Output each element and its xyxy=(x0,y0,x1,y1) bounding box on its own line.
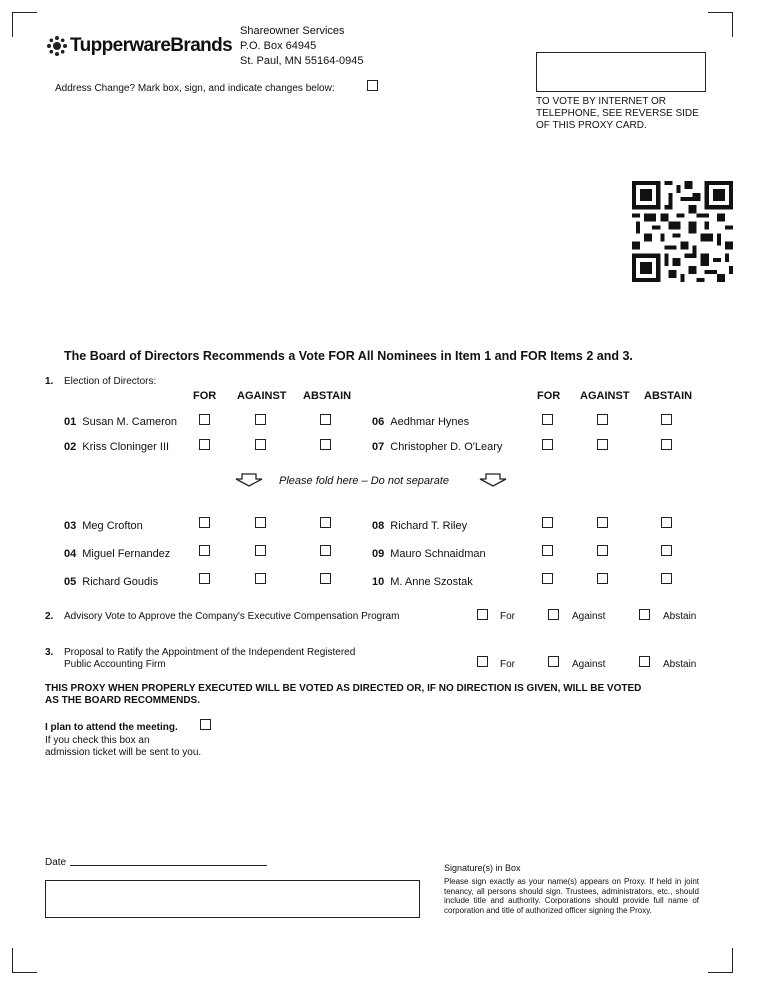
address-line-2: P.O. Box 64945 xyxy=(240,40,317,52)
header-against-right: AGAINST xyxy=(580,390,630,402)
item-1-label: Election of Directors: xyxy=(64,376,157,387)
fold-instruction: Please fold here – Do not separate xyxy=(279,475,450,487)
nominee-02-for-checkbox[interactable] xyxy=(199,439,210,450)
attend-note-line-2: admission ticket will be sent to you. xyxy=(45,747,202,758)
board-recommendation-title: The Board of Directors Recommends a Vote FOR All Nominees in Item 1 and FOR Items 2 and 3. xyxy=(64,349,633,363)
nominee-number: 04 xyxy=(64,548,77,560)
vote-instructions xyxy=(536,96,699,132)
nominee-name: Meg Crofton xyxy=(82,520,143,532)
nominee-02-against-checkbox[interactable] xyxy=(255,439,266,450)
date-label: Date xyxy=(45,857,67,868)
nominee-number: 10 xyxy=(372,576,385,588)
attend-meeting-note xyxy=(45,735,201,759)
attend-meeting-checkbox[interactable] xyxy=(200,719,211,730)
item-3-label xyxy=(64,647,355,671)
item-2-against-label: Against xyxy=(572,611,606,622)
nominee-name: Kriss Cloninger III xyxy=(82,441,170,453)
nominee-02 xyxy=(64,441,169,453)
nominee-06-abstain-checkbox[interactable] xyxy=(661,414,672,425)
nominee-name: Miguel Fernandez xyxy=(82,548,171,560)
address-change-checkbox[interactable] xyxy=(367,80,378,91)
logo-text: TupperwareBrands xyxy=(70,35,233,56)
nominee-03-against-checkbox[interactable] xyxy=(255,517,266,528)
nominee-03 xyxy=(64,520,143,532)
signature-box[interactable] xyxy=(45,880,420,918)
nominee-number: 08 xyxy=(372,520,385,532)
nominee-06 xyxy=(372,416,469,428)
nominee-07-against-checkbox[interactable] xyxy=(597,439,608,450)
logo xyxy=(46,35,232,57)
item-2-for-checkbox[interactable] xyxy=(477,609,488,620)
item-1-number: 1. xyxy=(45,376,54,387)
nominee-04-against-checkbox[interactable] xyxy=(255,545,266,556)
item-2-number: 2. xyxy=(45,611,54,622)
header-abstain-left: ABSTAIN xyxy=(303,390,352,402)
nominee-02-abstain-checkbox[interactable] xyxy=(320,439,331,450)
nominee-07 xyxy=(372,441,502,453)
signature-title: Signature(s) in Box xyxy=(444,863,521,873)
crop-mark-bottom-right xyxy=(708,948,733,973)
nominee-number: 07 xyxy=(372,441,385,453)
nominee-07-for-checkbox[interactable] xyxy=(542,439,553,450)
nominee-number: 09 xyxy=(372,548,385,560)
proxy-notice-line-1: THIS PROXY WHEN PROPERLY EXECUTED WILL BE VOTED AS DIRECTED OR, IF NO DIRECTION IS GIVEN, WILL BE VOTED xyxy=(45,683,642,694)
item-3-against-label: Against xyxy=(572,659,606,670)
nominee-10-against-checkbox[interactable] xyxy=(597,573,608,584)
nominee-10-for-checkbox[interactable] xyxy=(542,573,553,584)
nominee-03-for-checkbox[interactable] xyxy=(199,517,210,528)
nominee-05-against-checkbox[interactable] xyxy=(255,573,266,584)
nominee-01 xyxy=(64,416,177,428)
nominee-05-abstain-checkbox[interactable] xyxy=(320,573,331,584)
nominee-08-abstain-checkbox[interactable] xyxy=(661,517,672,528)
item-3-for-label: For xyxy=(500,659,515,670)
item-2-label: Advisory Vote to Approve the Company's Executive Compensation Program xyxy=(64,611,400,622)
qr-code xyxy=(632,181,733,282)
nominee-04-abstain-checkbox[interactable] xyxy=(320,545,331,556)
fold-arrow-left-icon xyxy=(234,473,264,487)
nominee-name: Aedhmar Hynes xyxy=(390,416,470,428)
nominee-01-for-checkbox[interactable] xyxy=(199,414,210,425)
item-2-abstain-checkbox[interactable] xyxy=(639,609,650,620)
crop-mark-top-left xyxy=(12,12,37,37)
nominee-name: M. Anne Szostak xyxy=(390,576,473,588)
attend-meeting-label: I plan to attend the meeting. xyxy=(45,722,178,733)
item-3-number: 3. xyxy=(45,647,54,658)
nominee-10-abstain-checkbox[interactable] xyxy=(661,573,672,584)
nominee-04-for-checkbox[interactable] xyxy=(199,545,210,556)
nominee-number: 03 xyxy=(64,520,77,532)
nominee-06-against-checkbox[interactable] xyxy=(597,414,608,425)
item-3-abstain-checkbox[interactable] xyxy=(639,656,650,667)
return-address xyxy=(240,24,364,69)
nominee-number: 01 xyxy=(64,416,77,428)
nominee-07-abstain-checkbox[interactable] xyxy=(661,439,672,450)
nominee-number: 02 xyxy=(64,441,77,453)
item-3-abstain-label: Abstain xyxy=(663,659,697,670)
nominee-05-for-checkbox[interactable] xyxy=(199,573,210,584)
address-line-3: St. Paul, MN 55164-0945 xyxy=(240,55,364,67)
item-3-for-checkbox[interactable] xyxy=(477,656,488,667)
nominee-04 xyxy=(64,548,170,560)
nominee-03-abstain-checkbox[interactable] xyxy=(320,517,331,528)
crop-mark-bottom-left xyxy=(12,948,37,973)
nominee-name: Mauro Schnaidman xyxy=(390,548,486,560)
nominee-09-for-checkbox[interactable] xyxy=(542,545,553,556)
header-for-right: FOR xyxy=(537,390,561,402)
attend-note-line-1: If you check this box an xyxy=(45,735,150,746)
nominee-06-for-checkbox[interactable] xyxy=(542,414,553,425)
proxy-notice xyxy=(45,683,641,707)
fold-arrow-right-icon xyxy=(478,473,508,487)
header-abstain-right: ABSTAIN xyxy=(644,390,693,402)
signature-instructions: Please sign exactly as your name(s) appears on Proxy. If held in joint tenancy, all persons should sign. Trustees, administrators, etc., should include title and authority. Corporations should provide full name of corporation and title of authorized officer signing the Proxy. xyxy=(444,877,699,915)
nominee-08 xyxy=(372,520,467,532)
logo-mark-icon xyxy=(46,35,68,57)
vote-instructions-line-1: TO VOTE BY INTERNET OR xyxy=(536,96,667,107)
nominee-name: Susan M. Cameron xyxy=(82,416,178,428)
nominee-08-for-checkbox[interactable] xyxy=(542,517,553,528)
nominee-number: 05 xyxy=(64,576,77,588)
date-line[interactable] xyxy=(70,865,267,866)
nominee-09-abstain-checkbox[interactable] xyxy=(661,545,672,556)
vote-instructions-line-3: OF THIS PROXY CARD. xyxy=(536,120,647,131)
vote-instructions-line-2: TELEPHONE, SEE REVERSE SIDE xyxy=(536,108,699,119)
item-3-against-checkbox[interactable] xyxy=(548,656,559,667)
header-against-left: AGAINST xyxy=(237,390,287,402)
nominee-08-against-checkbox[interactable] xyxy=(597,517,608,528)
item-3-label-line-2: Public Accounting Firm xyxy=(64,659,166,670)
item-3-label-line-1: Proposal to Ratify the Appointment of the Independent Registered xyxy=(64,647,356,658)
nominee-09-against-checkbox[interactable] xyxy=(597,545,608,556)
nominee-name: Richard Goudis xyxy=(82,576,159,588)
nominee-09 xyxy=(372,548,486,560)
item-2-abstain-label: Abstain xyxy=(663,611,697,622)
proxy-notice-line-2: AS THE BOARD RECOMMENDS. xyxy=(45,695,201,706)
nominee-name: Christopher D. O'Leary xyxy=(390,441,503,453)
address-line-1: Shareowner Services xyxy=(240,25,345,37)
item-2-for-label: For xyxy=(500,611,515,622)
nominee-01-against-checkbox[interactable] xyxy=(255,414,266,425)
nominee-10 xyxy=(372,576,473,588)
header-for-left: FOR xyxy=(193,390,217,402)
nominee-05 xyxy=(64,576,158,588)
nominee-number: 06 xyxy=(372,416,385,428)
nominee-name: Richard T. Riley xyxy=(390,520,468,532)
crop-mark-top-right xyxy=(708,12,733,37)
item-2-against-checkbox[interactable] xyxy=(548,609,559,620)
address-change-label: Address Change? Mark box, sign, and indicate changes below: xyxy=(55,83,335,94)
nominee-01-abstain-checkbox[interactable] xyxy=(320,414,331,425)
control-number-box xyxy=(536,52,706,92)
